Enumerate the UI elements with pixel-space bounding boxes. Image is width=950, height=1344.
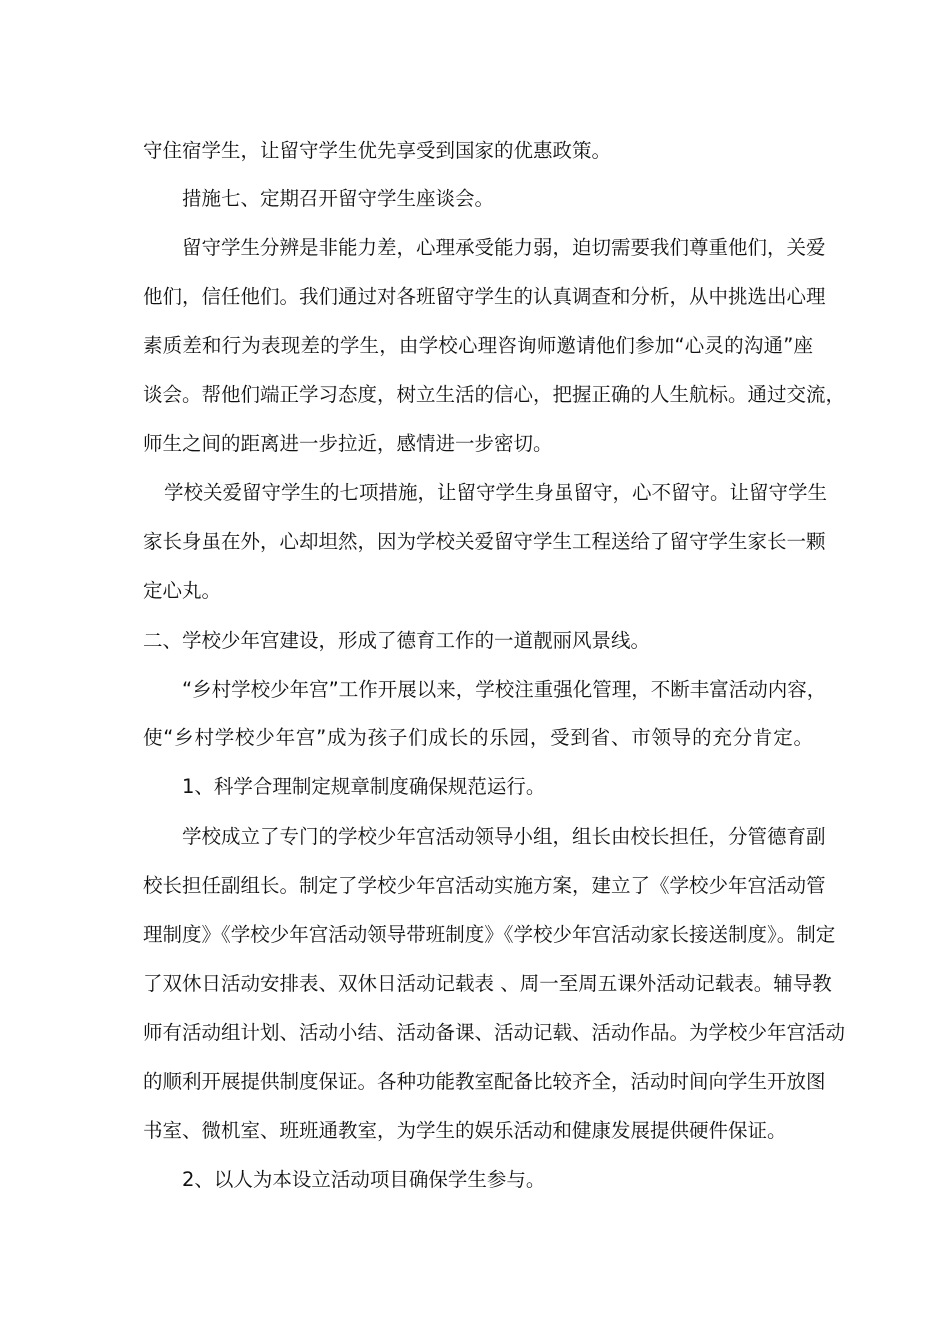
paragraph-line: 学校关爱留守学生的七项措施，让留守学生身虽留守，心不留守。让留守学生 [164,481,828,504]
sub-heading: 2、以人为本设立活动项目确保学生参与。 [182,1168,546,1191]
paragraph-line: “乡村学校少年宫”工作开展以来，学校注重强化管理，不断丰富活动内容， [182,678,827,701]
sub-heading: 1、科学合理制定规章制度确保规范运行。 [182,775,546,798]
paragraph-line: 家长身虽在外，心却坦然，因为学校关爱留守学生工程送给了留守学生家长一颗 [143,530,826,553]
paragraph-line: 定心丸。 [143,579,222,602]
paragraph-line: 了双休日活动安排表、双休日活动记载表 、周一至周五课外活动记载表。辅导教 [143,972,832,995]
section-heading: 二、学校少年宫建设，形成了德育工作的一道靓丽风景线。 [143,629,651,652]
paragraph-line: 谈会。帮他们端正学习态度，树立生活的信心，把握正确的人生航标。通过交流， [143,383,846,406]
paragraph-line: 理制度》《学校少年宫活动领导带班制度》《学校少年宫活动家长接送制度》。制定 [143,923,836,946]
paragraph-line: 守住宿学生，让留守学生优先享受到国家的优惠政策。 [143,139,612,162]
paragraph-line: 留守学生分辨是非能力差，心理承受能力弱，迫切需要我们尊重他们，关爱 [182,236,826,259]
paragraph-line: 的顺利开展提供制度保证。各种功能教室配备比较齐全，活动时间向学生开放图 [143,1070,826,1093]
paragraph-line: 书室、微机室、班班通教室，为学生的娱乐活动和健康发展提供硬件保证。 [143,1119,787,1142]
paragraph-line: 校长担任副组长。制定了学校少年宫活动实施方案，建立了《学校少年宫活动管 [143,874,826,897]
paragraph-line: 使“乡村学校少年宫”成为孩子们成长的乐园，受到省、市领导的充分肯定。 [143,726,813,749]
paragraph-line: 师生之间的距离进一步拉近，感情进一步密切。 [143,432,553,455]
paragraph-line: 素质差和行为表现差的学生，由学校心理咨询师邀请他们参加“心灵的沟通”座 [143,334,813,357]
paragraph-line: 他们，信任他们。我们通过对各班留守学生的认真调查和分析，从中挑选出心理 [143,285,826,308]
section-heading: 措施七、定期召开留守学生座谈会。 [182,187,495,210]
paragraph-line: 师有活动组计划、活动小结、活动备课、活动记载、活动作品。为学校少年宫活动 [143,1021,846,1044]
paragraph-line: 学校成立了专门的学校少年宫活动领导小组，组长由校长担任，分管德育副 [182,825,826,848]
